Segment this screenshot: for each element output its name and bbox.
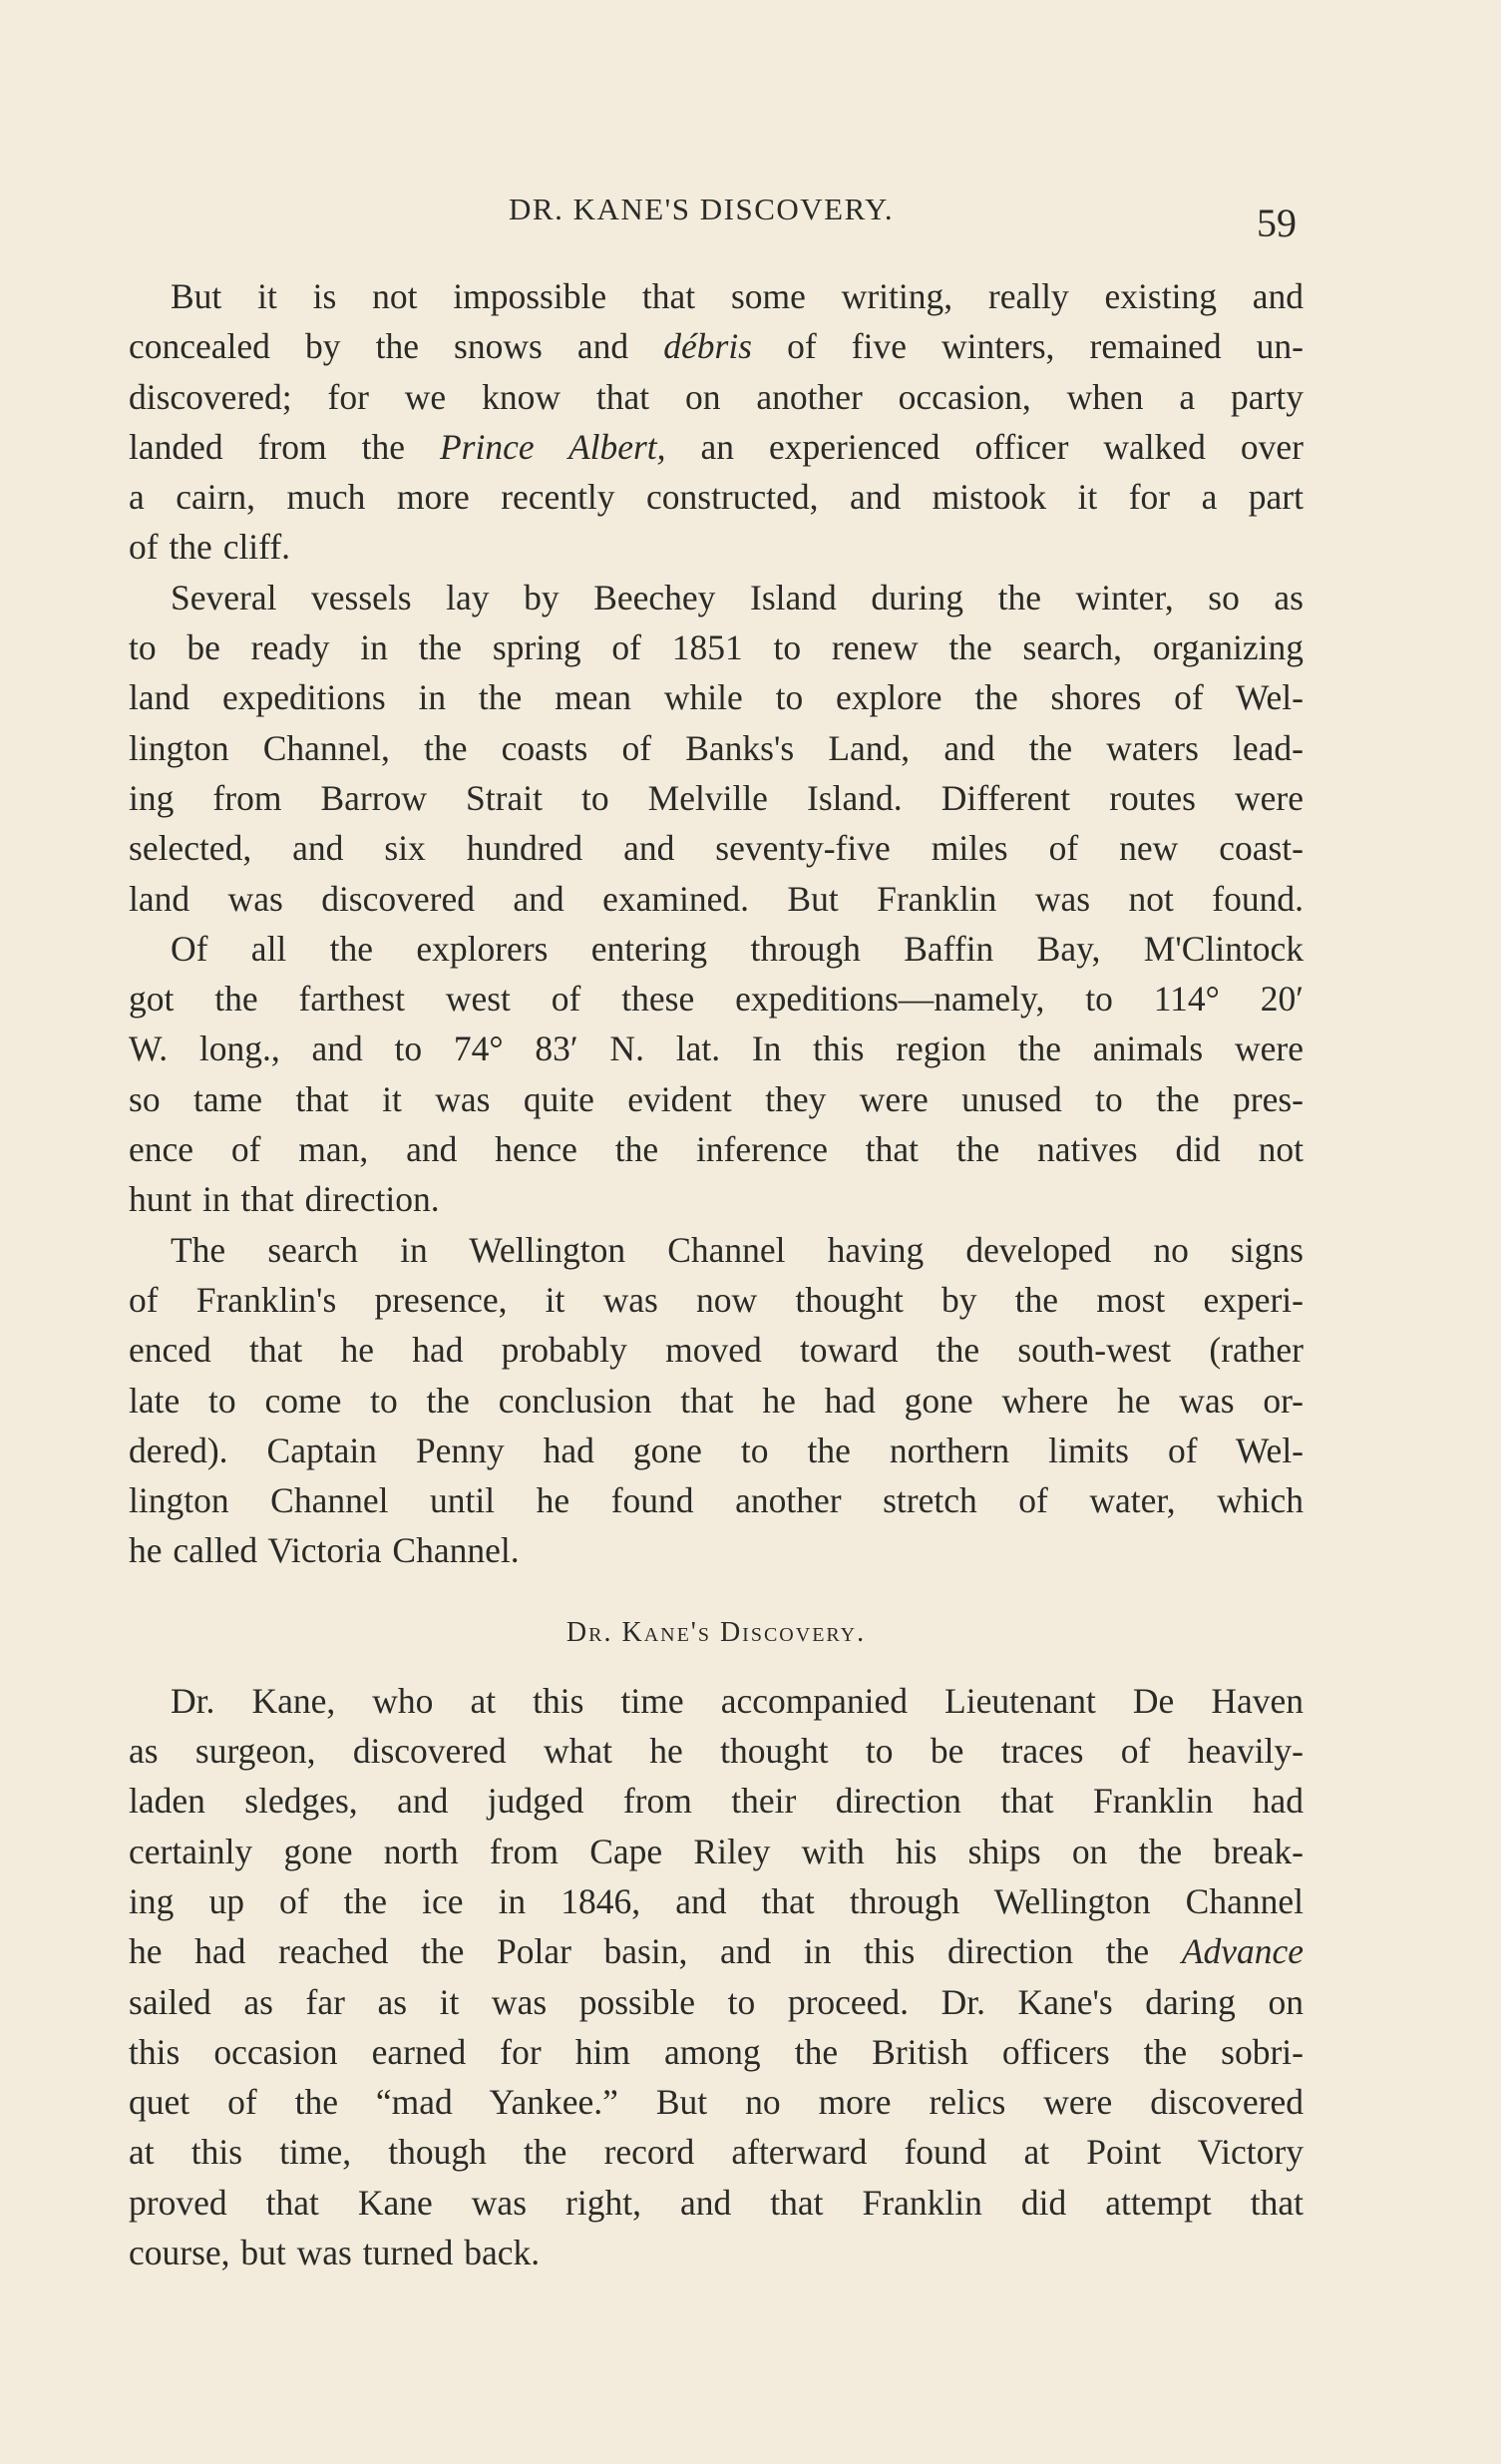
text-line — [129, 422, 1304, 472]
text-line: lington Channel until he found another stretch of water, which — [129, 1480, 1304, 1521]
body-text — [129, 271, 1304, 2277]
text-line: a cairn, much more recently constructed, and mistook it for a part — [129, 477, 1304, 518]
text-line: land expeditions in the mean while to explore the shores of Wel- — [129, 677, 1304, 718]
text-line: as surgeon, discovered what he thought to be traces of heavily- — [129, 1731, 1304, 1772]
text-line: discovered; for we know that on another occasion, when a party — [129, 376, 1304, 417]
paragraph-4 — [129, 1225, 1304, 1576]
text-line — [129, 1926, 1304, 1976]
running-head — [0, 186, 1501, 245]
text-line: quet of the “mad Yankee.” But no more relics were discovered — [129, 2082, 1304, 2123]
text-line: ing from Barrow Strait to Melville Island. Different routes were — [129, 777, 1304, 818]
text-line: But it is not impossible that some writing, really existing and — [171, 276, 1304, 316]
text-run: an experienced officer walked over — [665, 426, 1304, 467]
section-heading: Dr. Kane's Discovery. — [565, 1616, 867, 1648]
text-line: ing up of the ice in 1846, and that through Wellington Channel — [129, 1880, 1304, 1921]
text-run: of five winters, remained un- — [752, 326, 1304, 367]
page-number: 59 — [1257, 201, 1297, 245]
text-run: landed from the — [129, 426, 440, 467]
text-line: dered). Captain Penny had gone to the northern limits of Wel- — [129, 1430, 1304, 1470]
text-line: sailed as far as it was possible to proceed. Dr. Kane's daring on — [129, 1981, 1304, 2022]
text-line: so tame that it was quite evident they were unused to the pres- — [129, 1078, 1304, 1119]
text-line: Of all the explorers entering through Baffin Bay, M'Clintock — [171, 928, 1304, 969]
text-line: course, but was turned back. — [129, 2232, 541, 2272]
text-line — [129, 321, 1304, 371]
text-line: to be ready in the spring of 1851 to renew the search, organizing — [129, 627, 1304, 668]
text-line: proved that Kane was right, and that Franklin did attempt that — [129, 2182, 1304, 2223]
text-line: land was discovered and examined. But Franklin was not found. — [129, 878, 1304, 919]
text-line: lington Channel, the coasts of Banks's Land, and the waters lead- — [129, 727, 1304, 768]
paragraph-1 — [129, 271, 1304, 573]
text-line: Dr. Kane, who at this time accompanied Lieutenant De Haven — [171, 1680, 1304, 1721]
text-line: laden sledges, and judged from their direction that Franklin had — [129, 1781, 1304, 1822]
text-line: of Franklin's presence, it was now thought by the most experi- — [129, 1279, 1304, 1320]
text-line: enced that he had probably moved toward the south-west (rather — [129, 1330, 1304, 1371]
running-title: DR. KANE'S DISCOVERY. — [509, 192, 895, 226]
text-line: got the farthest west of these expeditions—namely, to 114° 20′ — [129, 979, 1304, 1020]
text-run: concealed by the snows and — [129, 326, 664, 367]
text-line: ence of man, and hence the inference that the natives did not — [129, 1129, 1304, 1170]
paragraph-3 — [129, 924, 1304, 1225]
text-run: he had reached the Polar basin, and in this direction the — [129, 1931, 1182, 1972]
text-line: of the cliff. — [129, 527, 291, 568]
text-line: The search in Wellington Channel having developed no signs — [171, 1229, 1304, 1270]
italic-term: débris — [663, 326, 752, 367]
text-line: he called Victoria Channel. — [129, 1530, 520, 1571]
paragraph-5 — [129, 1676, 1304, 2278]
italic-ship-name: Advance — [1181, 1931, 1304, 1972]
text-line: at this time, though the record afterward found at Point Victory — [129, 2132, 1304, 2173]
text-line: W. long., and to 74° 83′ N. lat. In this region the animals were — [129, 1028, 1304, 1069]
text-line: Several vessels lay by Beechey Island during the winter, so as — [171, 577, 1304, 617]
text-line: certainly gone north from Cape Riley with his ships on the break- — [129, 1831, 1304, 1871]
text-line: selected, and six hundred and seventy-five miles of new coast- — [129, 828, 1304, 869]
text-line: this occasion earned for him among the British officers the sobri- — [129, 2031, 1304, 2072]
text-line: hunt in that direction. — [129, 1179, 440, 1220]
text-line: late to come to the conclusion that he had gone where he was or- — [129, 1380, 1304, 1421]
paragraph-2 — [129, 573, 1304, 924]
italic-ship-name: Prince Albert, — [439, 426, 666, 467]
